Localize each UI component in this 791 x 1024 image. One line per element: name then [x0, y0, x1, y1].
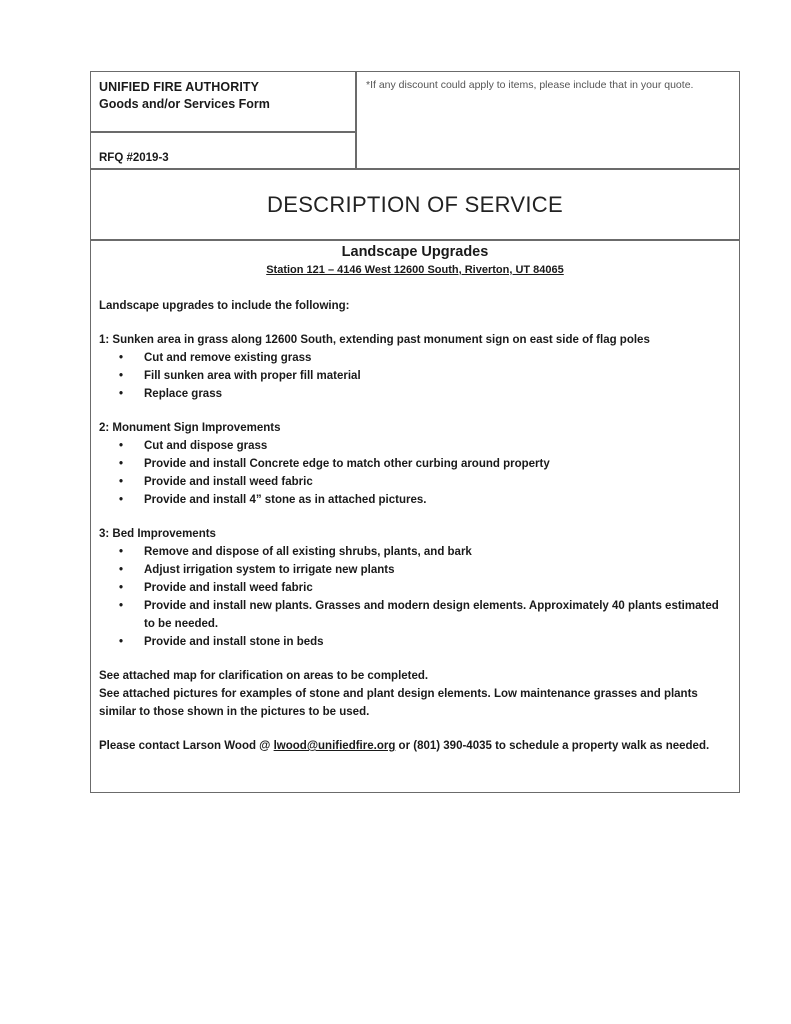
header-divider-bottom — [91, 168, 739, 170]
email-link[interactable]: lwood@unifiedfire.org — [273, 740, 396, 752]
section-list-3 — [99, 543, 729, 651]
section-heading-2: 2: Monument Sign Improvements — [99, 422, 281, 434]
form-name: Goods and/or Services Form — [99, 97, 270, 111]
list-item: • Provide and install Concrete edge to match other curbing around property — [99, 455, 729, 473]
header-divider-left — [91, 131, 355, 133]
list-item: • Remove and dispose of all existing shrubs, plants, and bark — [99, 543, 729, 561]
section-list-2 — [99, 437, 729, 509]
page-title: DESCRIPTION OF SERVICE — [267, 192, 563, 217]
form-frame — [90, 71, 740, 793]
description-body — [99, 297, 729, 755]
section-list-1 — [99, 349, 729, 403]
station-address: Station 121 – 4146 West 12600 South, Riverton, UT 84065 — [266, 264, 564, 276]
list-item: • Cut and dispose grass — [99, 437, 729, 455]
list-item: • Provide and install new plants. Grasses and modern design elements. Approximately 40 plants estimated to be needed. — [99, 597, 729, 633]
list-item: • Cut and remove existing grass — [99, 349, 729, 367]
list-item: • Adjust irrigation system to irrigate new plants — [99, 561, 729, 579]
section-heading-1: 1: Sunken area in grass along 12600 South, extending past monument sign on east side of flag poles — [99, 334, 650, 346]
contact-line — [99, 737, 729, 755]
contact-prefix: Please contact Larson Wood @ — [99, 740, 274, 752]
title-divider — [91, 239, 739, 241]
contact-suffix: or (801) 390-4035 to schedule a property walk as needed. — [395, 740, 710, 752]
list-item: • Fill sunken area with proper fill material — [99, 367, 729, 385]
list-item: • Provide and install weed fabric — [99, 473, 729, 491]
service-subtitle: Landscape Upgrades — [341, 244, 489, 260]
rfq-number: RFQ #2019-3 — [99, 152, 169, 164]
list-item: • Provide and install 4” stone as in attached pictures. — [99, 491, 729, 509]
map-note: See attached map for clarification on areas to be completed. — [99, 670, 429, 682]
pictures-note: See attached pictures for examples of stone and plant design elements. Low maintenance grasses and plants similar to those shown in the pictures to be used. — [99, 688, 698, 718]
discount-note: *If any discount could apply to items, please include that in your quote. — [366, 79, 694, 91]
organization-name: UNIFIED FIRE AUTHORITY — [99, 80, 260, 94]
header-divider-vertical — [355, 72, 357, 169]
list-item: • Provide and install stone in beds — [99, 633, 729, 651]
intro-text: Landscape upgrades to include the following: — [99, 300, 350, 312]
section-heading-3: 3: Bed Improvements — [99, 528, 216, 540]
list-item: • Provide and install weed fabric — [99, 579, 729, 597]
header-left-cell — [91, 72, 355, 169]
list-item: • Replace grass — [99, 385, 729, 403]
